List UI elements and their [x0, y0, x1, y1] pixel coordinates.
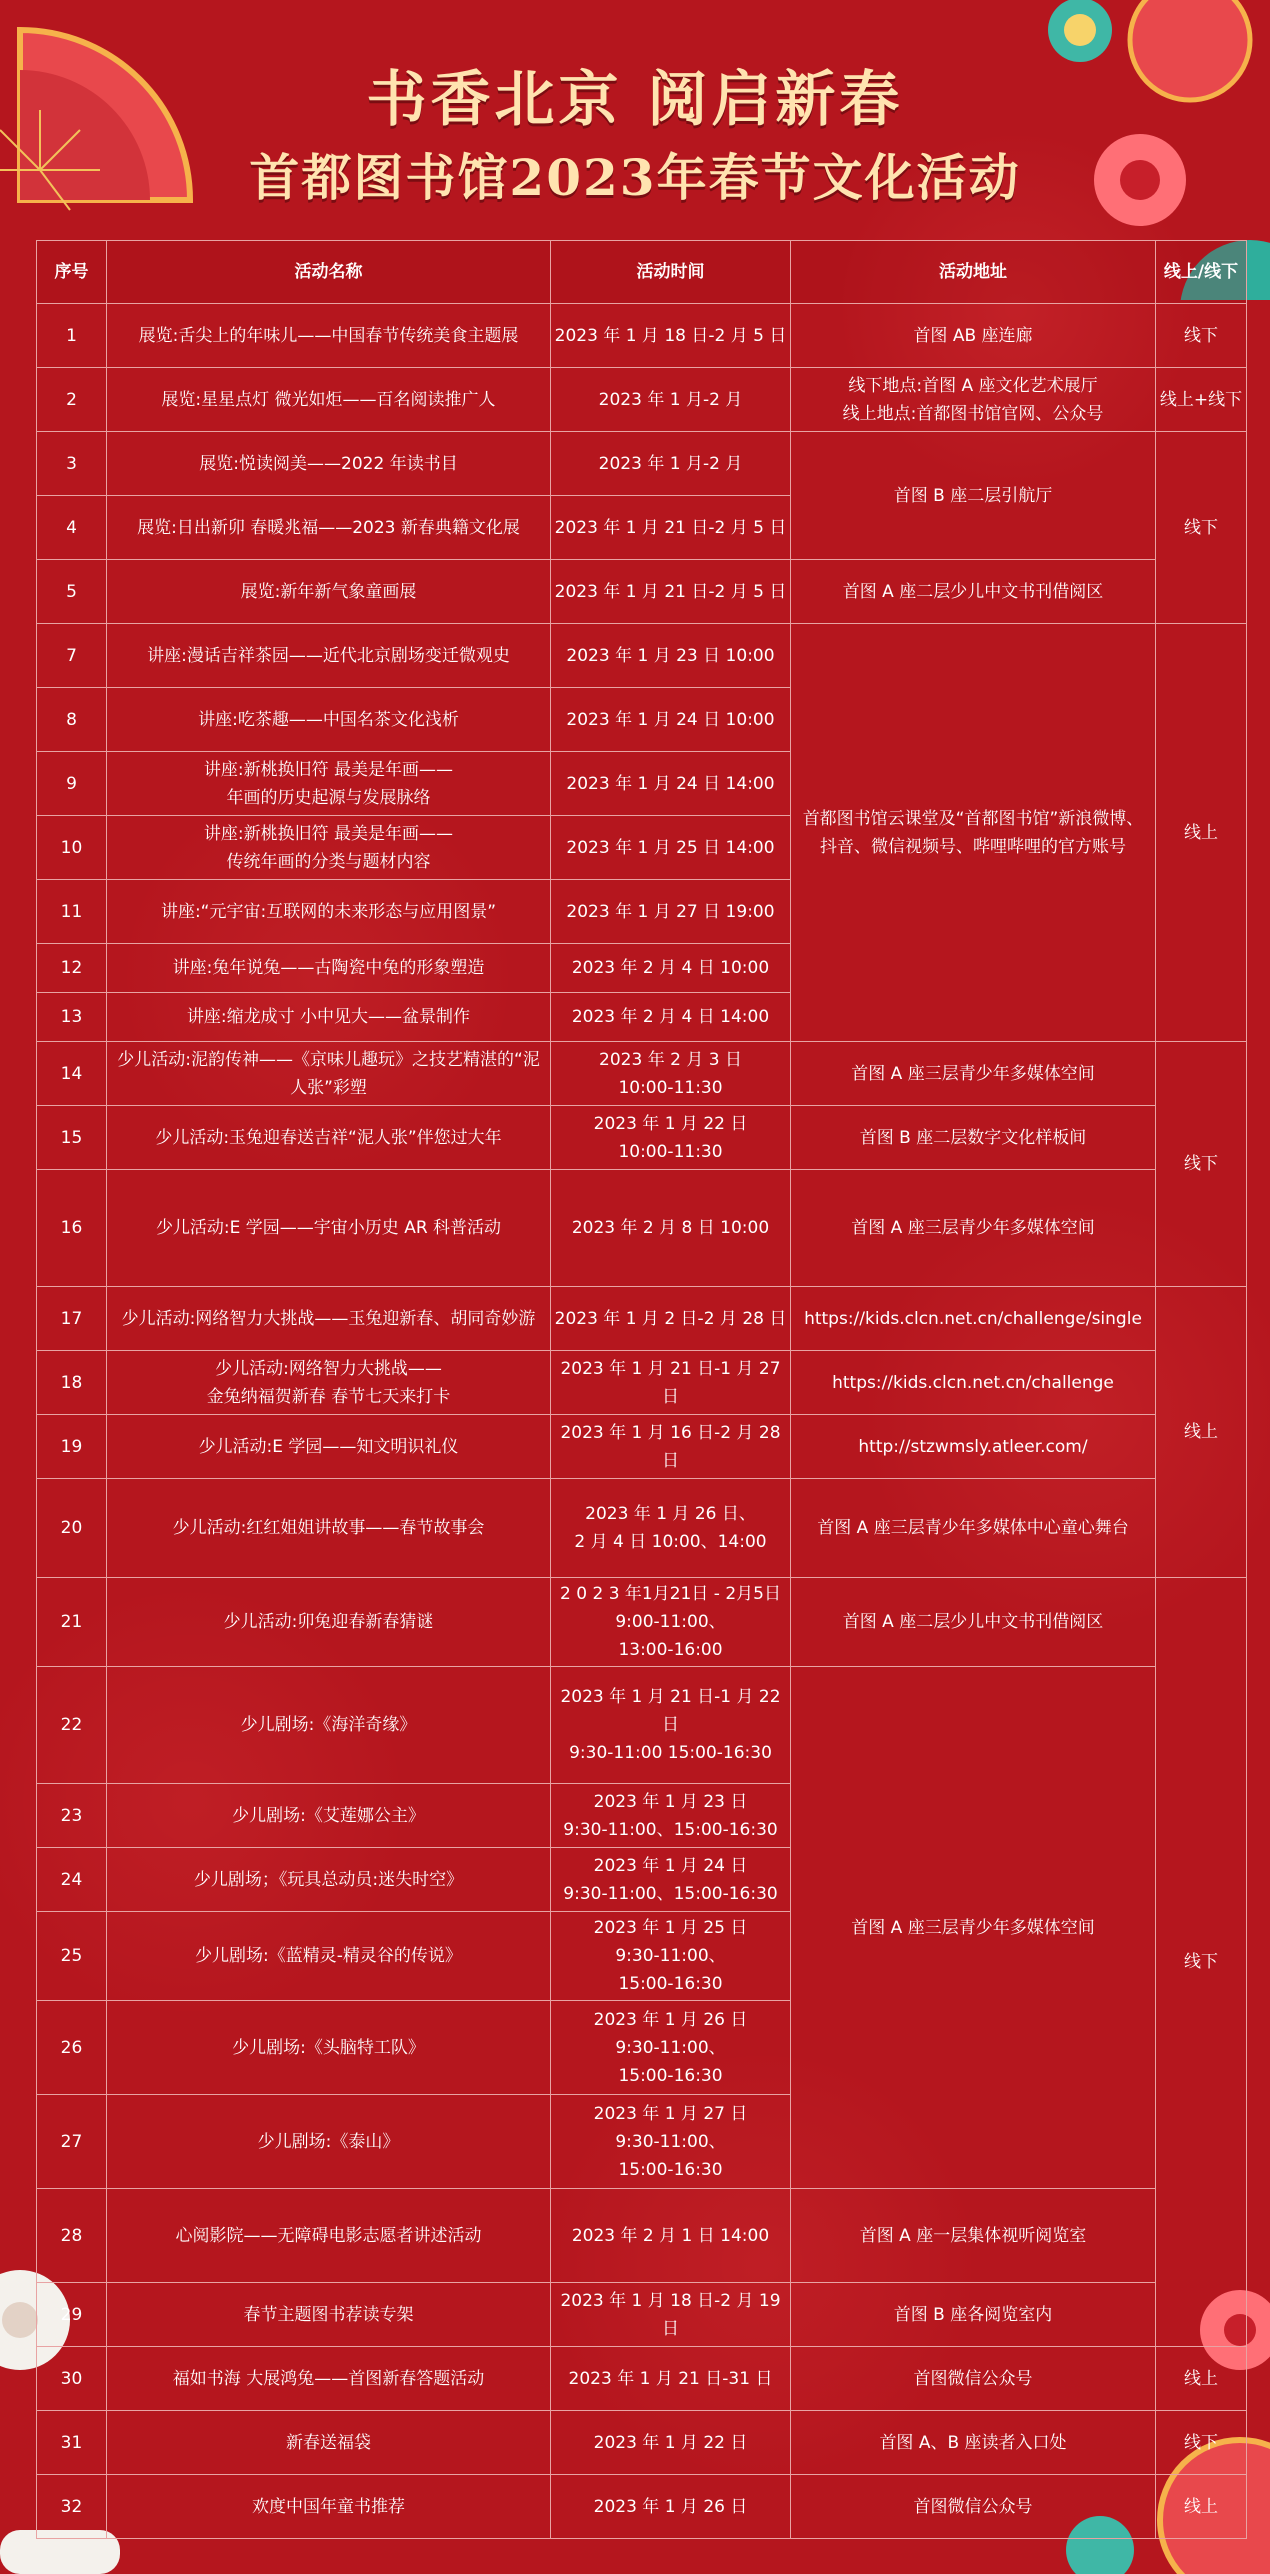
- activity-name: 少儿活动:红红姐姐讲故事——春节故事会: [107, 1479, 551, 1578]
- page-header: [0, 0, 1270, 236]
- sub-title: 首都图书馆2023年春节文化活动: [249, 148, 1021, 207]
- activity-time: 2023 年 1 月 18 日-2 月 19 日: [551, 2283, 791, 2347]
- activity-time: 2023 年 1 月 21 日-1 月 27 日: [551, 1351, 791, 1415]
- activity-time: 2023 年 1 月-2 月: [551, 368, 791, 432]
- activity-mode: 线上: [1156, 2347, 1247, 2411]
- activity-name: 少儿剧场:《泰山》: [107, 2095, 551, 2189]
- activity-mode: 线下: [1156, 432, 1247, 624]
- activity-name: 展览:星星点灯 微光如炬——百名阅读推广人: [107, 368, 551, 432]
- activity-location: 首图 A 座三层青少年多媒体空间: [791, 1667, 1156, 2189]
- activity-table: [36, 240, 1247, 2539]
- activity-time: 2023 年 1 月 24 日 14:00: [551, 752, 791, 816]
- activity-name: 讲座:吃茶趣——中国名茶文化浅析: [107, 688, 551, 752]
- activity-name: 讲座:兔年说兔——古陶瓷中兔的形象塑造: [107, 944, 551, 993]
- table-row: [37, 624, 1247, 688]
- activity-name: 少儿剧场:《蓝精灵-精灵谷的传说》: [107, 1912, 551, 2001]
- activity-name: 少儿剧场:《头脑特工队》: [107, 2001, 551, 2095]
- main-title: 书香北京 阅启新春: [366, 65, 904, 135]
- activity-name: 少儿剧场:《艾莲娜公主》: [107, 1784, 551, 1848]
- activity-time: 2023 年 2 月 4 日 14:00: [551, 993, 791, 1042]
- row-number: 26: [37, 2001, 107, 2095]
- row-number: 10: [37, 816, 107, 880]
- activity-link[interactable]: http://stzwmsly.atleer.com/: [791, 1415, 1156, 1479]
- header-mode: 线上/线下: [1156, 241, 1247, 304]
- row-number: 17: [37, 1287, 107, 1351]
- table-row: [37, 2189, 1247, 2283]
- table-row: [37, 1415, 1247, 1479]
- table-row: [37, 560, 1247, 624]
- activity-location: 首图 A 座三层青少年多媒体中心童心舞台: [791, 1479, 1156, 1578]
- activity-mode: 线下: [1156, 1578, 1247, 2347]
- row-number: 30: [37, 2347, 107, 2411]
- row-number: 19: [37, 1415, 107, 1479]
- table-row: [37, 368, 1247, 432]
- activity-time: 2023 年 1 月 27 日 19:00: [551, 880, 791, 944]
- activity-location: 首图 B 座二层引航厅: [791, 432, 1156, 560]
- activity-time: 2023 年 1 月 16 日-2 月 28 日: [551, 1415, 791, 1479]
- table-row: [37, 1042, 1247, 1106]
- activity-location: 首图 B 座二层数字文化样板间: [791, 1106, 1156, 1170]
- activity-time: 2023 年 1 月 2 日-2 月 28 日: [551, 1287, 791, 1351]
- header-location: 活动地址: [791, 241, 1156, 304]
- activity-location: 首图 B 座各阅览室内: [791, 2283, 1156, 2347]
- table-row: [37, 1106, 1247, 1170]
- activity-time: 2 0 2 3 年1月21日 - 2月5日 9:00-11:00、 13:00-16:00: [551, 1578, 791, 1667]
- activity-time: 2023 年 1 月 25 日 14:00: [551, 816, 791, 880]
- row-number: 9: [37, 752, 107, 816]
- table-row: [37, 2475, 1247, 2539]
- header-no: 序号: [37, 241, 107, 304]
- row-number: 31: [37, 2411, 107, 2475]
- activity-location: 首图微信公众号: [791, 2347, 1156, 2411]
- row-number: 15: [37, 1106, 107, 1170]
- activity-location: 线下地点:首图 A 座文化艺术展厅 线上地点:首都图书馆官网、公众号: [791, 368, 1156, 432]
- table-header-row: [37, 241, 1247, 304]
- activity-time: 2023 年 1 月 24 日 10:00: [551, 688, 791, 752]
- activity-name: 福如书海 大展鸿兔——首图新春答题活动: [107, 2347, 551, 2411]
- activity-name: 少儿活动:网络智力大挑战—— 金兔纳福贺新春 春节七天来打卡: [107, 1351, 551, 1415]
- activity-name: 少儿活动:泥韵传神——《京味儿趣玩》之技艺精湛的“泥人张”彩塑: [107, 1042, 551, 1106]
- row-number: 11: [37, 880, 107, 944]
- table-row: [37, 1578, 1247, 1667]
- activity-name: 讲座:漫话吉祥茶园——近代北京剧场变迁微观史: [107, 624, 551, 688]
- activity-time: 2023 年 2 月 8 日 10:00: [551, 1170, 791, 1287]
- activity-mode: 线上: [1156, 624, 1247, 1042]
- row-number: 13: [37, 993, 107, 1042]
- activity-name: 展览:新年新气象童画展: [107, 560, 551, 624]
- row-number: 23: [37, 1784, 107, 1848]
- activity-time: 2023 年 1 月-2 月: [551, 432, 791, 496]
- activity-location: 首图 A 座二层少儿中文书刊借阅区: [791, 560, 1156, 624]
- table-row: [37, 1170, 1247, 1287]
- table-row: [37, 1667, 1247, 1784]
- activity-name: 少儿活动:网络智力大挑战——玉兔迎新春、胡同奇妙游: [107, 1287, 551, 1351]
- table-row: [37, 2283, 1247, 2347]
- activity-time: 2023 年 1 月 21 日-2 月 5 日: [551, 496, 791, 560]
- activity-mode: 线下: [1156, 2411, 1247, 2475]
- activity-name: 讲座:缩龙成寸 小中见大——盆景制作: [107, 993, 551, 1042]
- activity-name: 少儿活动:玉兔迎春送吉祥“泥人张”伴您过大年: [107, 1106, 551, 1170]
- row-number: 28: [37, 2189, 107, 2283]
- activity-mode: 线下: [1156, 304, 1247, 368]
- activity-time: 2023 年 1 月 21 日-2 月 5 日: [551, 560, 791, 624]
- row-number: 4: [37, 496, 107, 560]
- activity-time: 2023 年 1 月 26 日、 2 月 4 日 10:00、14:00: [551, 1479, 791, 1578]
- table-row: [37, 1479, 1247, 1578]
- activity-location: 首图 A 座三层青少年多媒体空间: [791, 1042, 1156, 1106]
- activity-name: 讲座:新桃换旧符 最美是年画—— 年画的历史起源与发展脉络: [107, 752, 551, 816]
- activity-time: 2023 年 1 月 26 日 9:30-11:00、 15:00-16:30: [551, 2001, 791, 2095]
- activity-name: 少儿活动:E 学园——宇宙小历史 AR 科普活动: [107, 1170, 551, 1287]
- row-number: 18: [37, 1351, 107, 1415]
- activity-name: 少儿活动:卯兔迎春新春猜谜: [107, 1578, 551, 1667]
- row-number: 21: [37, 1578, 107, 1667]
- activity-mode: 线上: [1156, 1287, 1247, 1578]
- header-time: 活动时间: [551, 241, 791, 304]
- row-number: 25: [37, 1912, 107, 2001]
- row-number: 8: [37, 688, 107, 752]
- row-number: 12: [37, 944, 107, 993]
- activity-name: 少儿活动:E 学园——知文明识礼仪: [107, 1415, 551, 1479]
- activity-time: 2023 年 2 月 1 日 14:00: [551, 2189, 791, 2283]
- row-number: 22: [37, 1667, 107, 1784]
- row-number: 27: [37, 2095, 107, 2189]
- activity-time: 2023 年 1 月 26 日: [551, 2475, 791, 2539]
- header-name: 活动名称: [107, 241, 551, 304]
- activity-location: 首图 AB 座连廊: [791, 304, 1156, 368]
- table-row: [37, 1351, 1247, 1415]
- activity-time: 2023 年 2 月 3 日 10:00-11:30: [551, 1042, 791, 1106]
- activity-time: 2023 年 1 月 23 日 10:00: [551, 624, 791, 688]
- activity-time: 2023 年 1 月 27 日 9:30-11:00、 15:00-16:30: [551, 2095, 791, 2189]
- activity-link[interactable]: https://kids.clcn.net.cn/challenge: [791, 1351, 1156, 1415]
- activity-location: 首图 A 座一层集体视听阅览室: [791, 2189, 1156, 2283]
- activity-time: 2023 年 1 月 21 日-31 日: [551, 2347, 791, 2411]
- activity-name: 讲座:“元宇宙:互联网的未来形态与应用图景”: [107, 880, 551, 944]
- activity-name: 少儿剧场:《海洋奇缘》: [107, 1667, 551, 1784]
- row-number: 7: [37, 624, 107, 688]
- activity-mode: 线上+线下: [1156, 368, 1247, 432]
- activity-name: 展览:日出新卯 春暖兆福——2023 新春典籍文化展: [107, 496, 551, 560]
- activity-name: 展览:悦读阅美——2022 年读书目: [107, 432, 551, 496]
- activity-name: 春节主题图书荐读专架: [107, 2283, 551, 2347]
- activity-time: 2023 年 1 月 24 日 9:30-11:00、15:00-16:30: [551, 1848, 791, 1912]
- activity-location: 首都图书馆云课堂及“首都图书馆”新浪微博、 抖音、微信视频号、哔哩哔哩的官方账号: [791, 624, 1156, 1042]
- activity-link[interactable]: https://kids.clcn.net.cn/challenge/single: [791, 1287, 1156, 1351]
- activity-location: 首图 A 座三层青少年多媒体空间: [791, 1170, 1156, 1287]
- activity-name: 展览:舌尖上的年味儿——中国春节传统美食主题展: [107, 304, 551, 368]
- activity-location: 首图 A 座二层少儿中文书刊借阅区: [791, 1578, 1156, 1667]
- table-row: [37, 1287, 1247, 1351]
- activity-time: 2023 年 1 月 21 日-1 月 22 日 9:30-11:00 15:00-16:30: [551, 1667, 791, 1784]
- row-number: 2: [37, 368, 107, 432]
- activity-name: 讲座:新桃换旧符 最美是年画—— 传统年画的分类与题材内容: [107, 816, 551, 880]
- activity-name: 心阅影院——无障碍电影志愿者讲述活动: [107, 2189, 551, 2283]
- row-number: 14: [37, 1042, 107, 1106]
- activity-mode: 线上: [1156, 2475, 1247, 2539]
- table-row: [37, 432, 1247, 496]
- row-number: 20: [37, 1479, 107, 1578]
- activity-name: 欢度中国年童书推荐: [107, 2475, 551, 2539]
- activity-time: 2023 年 1 月 23 日 9:30-11:00、15:00-16:30: [551, 1784, 791, 1848]
- activity-location: 首图 A、B 座读者入口处: [791, 2411, 1156, 2475]
- row-number: 3: [37, 432, 107, 496]
- row-number: 32: [37, 2475, 107, 2539]
- activity-mode: 线下: [1156, 1042, 1247, 1287]
- activity-time: 2023 年 2 月 4 日 10:00: [551, 944, 791, 993]
- activity-time: 2023 年 1 月 22 日: [551, 2411, 791, 2475]
- row-number: 29: [37, 2283, 107, 2347]
- row-number: 5: [37, 560, 107, 624]
- table-row: [37, 2347, 1247, 2411]
- activity-time: 2023 年 1 月 18 日-2 月 5 日: [551, 304, 791, 368]
- row-number: 1: [37, 304, 107, 368]
- table-row: [37, 304, 1247, 368]
- row-number: 16: [37, 1170, 107, 1287]
- activity-location: 首图微信公众号: [791, 2475, 1156, 2539]
- activity-name: 少儿剧场；《玩具总动员:迷失时空》: [107, 1848, 551, 1912]
- row-number: 24: [37, 1848, 107, 1912]
- activity-name: 新春送福袋: [107, 2411, 551, 2475]
- activity-time: 2023 年 1 月 22 日 10:00-11:30: [551, 1106, 791, 1170]
- table-row: [37, 2411, 1247, 2475]
- activity-time: 2023 年 1 月 25 日 9:30-11:00、 15:00-16:30: [551, 1912, 791, 2001]
